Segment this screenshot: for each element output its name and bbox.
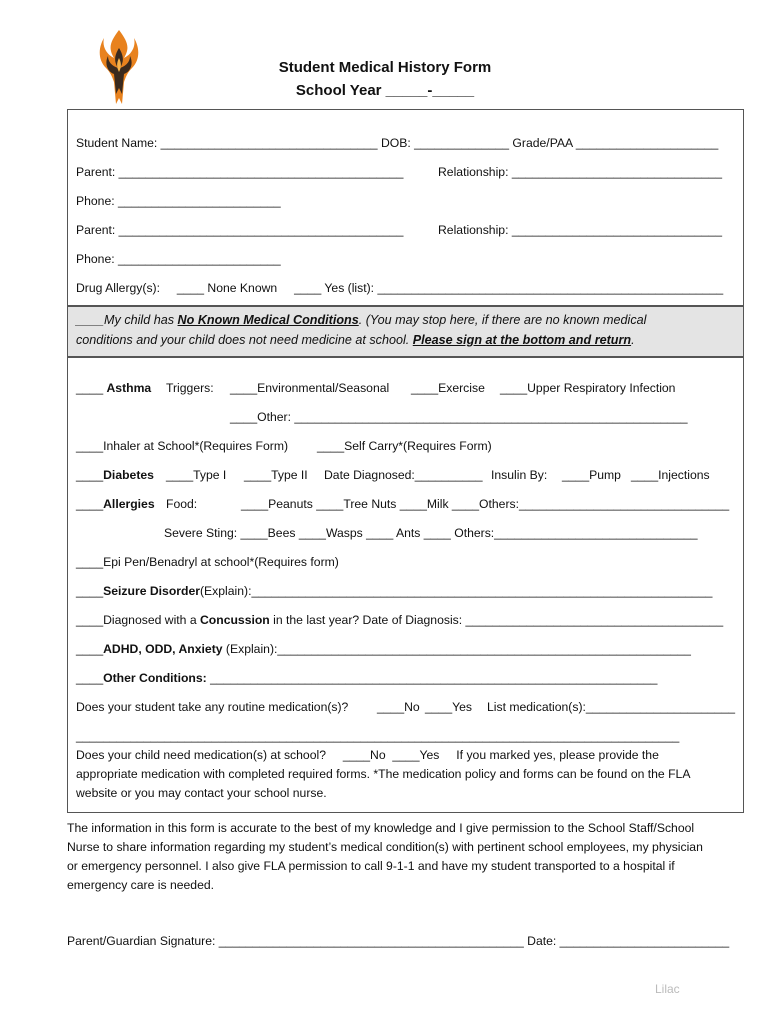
concussion-pre[interactable]: ____Diagnosed with a (76, 613, 200, 627)
diabetes-label: Diabetes (103, 468, 154, 482)
diabetes-line (76, 468, 154, 483)
insulin-injections[interactable]: ____Injections (631, 468, 710, 482)
seizure-blank[interactable]: ____ (76, 584, 104, 598)
phoenix-flame-icon (96, 28, 142, 108)
consent-line-4: emergency care is needed. (67, 878, 215, 892)
consent-line-3: or emergency personnel. I also give FLA permission to call 9-1-1 and have my student transported to a hospital if (67, 859, 675, 873)
asthma-label: Asthma (106, 381, 152, 395)
insulin-pump[interactable]: ____Pump (562, 468, 621, 482)
consent-line-1: The information in this form is accurate to the best of my knowledge and I give permission to the School Staff/School (67, 821, 695, 835)
trigger-uri[interactable]: ____Upper Respiratory Infection (500, 381, 676, 395)
consent-paragraph (67, 819, 747, 895)
parent-1-field[interactable]: Parent: __________________________________________ (76, 165, 404, 179)
allergies-line (76, 497, 155, 512)
other-conditions-line[interactable] (76, 671, 657, 686)
insulin-by-label: Insulin By: (491, 468, 548, 482)
diabetes-type-2[interactable]: ____Type II (244, 468, 308, 482)
seizure-label: Seizure Disorder (103, 584, 200, 598)
signature-line[interactable]: Parent/Guardian Signature: _____________________________________________ Date: _________________________ (67, 934, 730, 948)
trigger-other[interactable]: ____Other: __________________________________________________________ (230, 410, 688, 424)
school-year: School Year _____-_____ (295, 82, 475, 99)
epipen-line[interactable]: ____Epi Pen/Benadryl at school*(Requires form) (76, 555, 339, 569)
routine-med-line-2[interactable]: _________________________________________________________________________________________ (76, 729, 680, 743)
form-title: Student Medical History Form (278, 59, 492, 76)
routine-med-question: Does your student take any routine medication(s)? (76, 700, 349, 714)
adhd-label: ADHD, ODD, Anxiety (103, 642, 223, 656)
footer-watermark: Lilac (655, 982, 680, 996)
concussion-label: Concussion (200, 613, 270, 627)
routine-med-list[interactable]: List medication(s):______________________ (487, 700, 736, 714)
inhaler-at-school[interactable]: ____Inhaler at School*(Requires Form) (76, 439, 289, 453)
period: . (631, 333, 635, 347)
adhd-line[interactable] (76, 642, 691, 657)
other-conditions-field[interactable]: __________________________________________________________________ (206, 671, 658, 685)
no-conditions-blank[interactable]: ____ (76, 313, 105, 327)
school-med-line-2: appropriate medication with completed required forms. *The medication policy and forms can be found on the FLA (76, 767, 691, 781)
other-conditions-label: Other Conditions: (103, 671, 207, 685)
inhaler-self-carry[interactable]: ____Self Carry*(Requires Form) (317, 439, 492, 453)
trigger-exercise[interactable]: ____Exercise (411, 381, 485, 395)
severe-sting-items[interactable]: Severe Sting: ____Bees ____Wasps ____ Ants ____ Others:______________________________ (164, 526, 698, 540)
diabetes-blank[interactable]: ____ (76, 468, 104, 482)
nkmc-label: No Known Medical Conditions (177, 313, 359, 327)
relationship-1-field[interactable]: Relationship: _______________________________ (438, 165, 722, 179)
seizure-line[interactable] (76, 584, 712, 599)
routine-med-yes[interactable]: ____Yes (425, 700, 472, 714)
allergies-blank[interactable]: ____ (76, 497, 104, 511)
no-conditions-line-1 (76, 313, 646, 328)
seizure-explain[interactable]: (Explain):____________________________________________________________________ (199, 584, 713, 598)
allergies-label: Allergies (103, 497, 155, 511)
asthma-blank[interactable]: ____ (76, 381, 107, 395)
sign-instruction: Please sign at the bottom and return (412, 333, 632, 347)
school-med-line-3: website or you may contact your school nurse. (76, 786, 327, 800)
trigger-environmental[interactable]: ____Environmental/Seasonal (230, 381, 390, 395)
concussion-date[interactable]: in the last year? Date of Diagnosis: ______________________________________ (269, 613, 724, 627)
parent-2-field[interactable]: Parent: __________________________________________ (76, 223, 404, 237)
no-conditions-text: My child has (104, 313, 178, 327)
drug-allergy-line[interactable]: Drug Allergy(s): ____ None Known ____ Yes (list): ___________________________________________________ (76, 281, 724, 295)
asthma-line (76, 381, 151, 396)
food-label: Food: (166, 497, 198, 511)
phone-1-field[interactable]: Phone: ________________________ (76, 194, 281, 208)
adhd-blank[interactable]: ____ (76, 642, 104, 656)
school-med-line-1[interactable]: Does your child need medication(s) at school? ____No ____Yes If you marked yes, please provide the (76, 748, 659, 762)
other-conditions-blank[interactable]: ____ (76, 671, 104, 685)
relationship-2-field[interactable]: Relationship: _______________________________ (438, 223, 722, 237)
student-info-line[interactable]: Student Name: ________________________________ DOB: ______________ Grade/PAA _____________________ (76, 136, 719, 150)
adhd-explain[interactable]: (Explain):_____________________________________________________________ (222, 642, 691, 656)
routine-med-no[interactable]: ____No (377, 700, 420, 714)
date-diagnosed-field[interactable]: Date Diagnosed:__________ (324, 468, 483, 482)
diabetes-type-1[interactable]: ____Type I (166, 468, 227, 482)
food-allergy-items[interactable]: ____Peanuts ____Tree Nuts ____Milk ____Others:_______________________________ (241, 497, 730, 511)
triggers-label: Triggers: (166, 381, 214, 395)
phone-2-field[interactable]: Phone: ________________________ (76, 252, 281, 266)
no-conditions-text-2: conditions and your child does not need medicine at school. (76, 333, 413, 347)
no-conditions-line-2 (76, 333, 635, 348)
consent-line-2: Nurse to share information regarding my student’s medical condition(s) with pertinent school employees, my physician (67, 840, 703, 854)
no-conditions-rest: . (You may stop here, if there are no known medical (358, 313, 647, 327)
concussion-line[interactable] (76, 613, 723, 628)
